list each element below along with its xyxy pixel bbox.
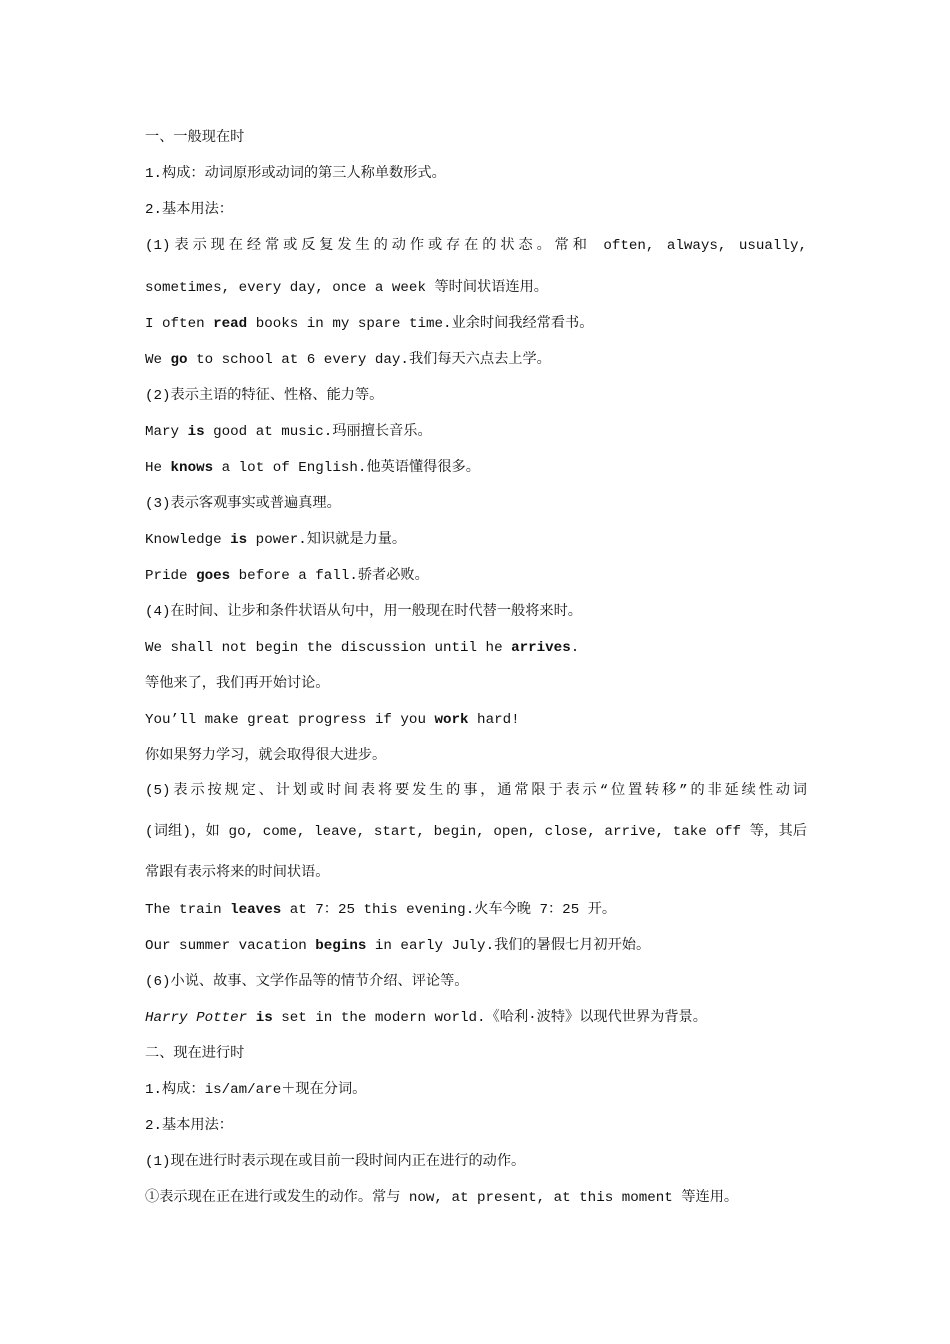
text-segment: He — [145, 460, 171, 476]
text-segment: 2.基本用法： — [145, 1118, 233, 1134]
text-segment: in early July.我们的暑假七月初开始。 — [366, 938, 651, 954]
text-line — [145, 350, 807, 370]
bold-verb: arrives — [511, 640, 571, 656]
bold-verb: read — [213, 316, 248, 332]
text-line — [145, 278, 807, 298]
text-segment: ①表示现在正在进行或发生的动作。常与 now, at present, at this moment 等连用。 — [145, 1190, 739, 1206]
text-segment: You’ll make great progress if you — [145, 712, 435, 728]
bold-verb: work — [434, 712, 469, 728]
text-line — [145, 422, 807, 442]
italic-title: Harry Potter — [145, 1010, 248, 1026]
text-line — [145, 1008, 807, 1028]
text-segment: 二、现在进行时 — [145, 1046, 245, 1062]
text-segment: books in my spare time.业余时间我经常看书。 — [247, 316, 594, 332]
text-segment: I often — [145, 316, 214, 332]
text-segment: 你如果努力学习，就会取得很大进步。 — [145, 748, 387, 764]
text-segment: good at music.玛丽擅长音乐。 — [204, 424, 432, 440]
text-line — [145, 822, 807, 842]
text-line — [145, 781, 807, 801]
text-line — [145, 1044, 807, 1064]
bold-verb: knows — [170, 460, 214, 476]
text-line — [145, 972, 807, 992]
bold-verb: begins — [315, 938, 367, 954]
text-segment: . — [570, 640, 580, 656]
text-segment: to school at 6 every day.我们每天六点去上学。 — [187, 352, 551, 368]
text-line — [145, 200, 807, 220]
text-line — [145, 710, 807, 730]
text-segment: Pride — [145, 568, 197, 584]
text-segment: (1)表示现在经常或反复发生的动作或存在的状态。常和 often, always, usually, — [145, 238, 807, 254]
text-line — [145, 314, 807, 334]
text-segment: 常跟有表示将来的时间状语。 — [145, 865, 330, 881]
text-segment: Knowledge — [145, 532, 231, 548]
text-line — [145, 638, 807, 658]
text-line — [145, 936, 807, 956]
text-line — [145, 128, 807, 148]
text-segment: 1.构成：is/am/are＋现在分词。 — [145, 1082, 367, 1098]
bold-verb: go — [170, 352, 188, 368]
text-line — [145, 1188, 807, 1208]
text-line — [145, 386, 807, 406]
text-segment: power.知识就是力量。 — [247, 532, 407, 548]
text-line — [145, 530, 807, 550]
text-segment: (5)表示按规定、计划或时间表将要发生的事，通常限于表示“位置转移”的非延续性动词 — [145, 783, 807, 799]
text-segment: sometimes, every day, once a week 等时间状语连用。 — [145, 280, 548, 296]
bold-verb: is — [230, 532, 248, 548]
text-segment: (2)表示主语的特征、性格、能力等。 — [145, 388, 384, 404]
text-segment: 等他来了，我们再开始讨论。 — [145, 676, 330, 692]
text-line — [145, 900, 807, 920]
text-segment: We shall not begin the discussion until he — [145, 640, 512, 656]
bold-verb: is — [255, 1010, 273, 1026]
text-segment: (4)在时间、让步和条件状语从句中，用一般现在时代替一般将来时。 — [145, 604, 582, 620]
text-line — [145, 602, 807, 622]
text-segment: 一、一般现在时 — [145, 130, 245, 146]
text-segment: (1)现在进行时表示现在或目前一段时间内正在进行的动作。 — [145, 1154, 526, 1170]
text-segment: (词组)，如 go, come, leave, start, begin, open, close, arrive, take off 等，其后 — [145, 824, 807, 840]
text-segment: at 7：25 this evening.火车今晚 7：25 开。 — [281, 902, 617, 918]
text-segment: 1.构成：动词原形或动词的第三人称单数形式。 — [145, 166, 446, 182]
text-segment: Our summer vacation — [145, 938, 316, 954]
bold-verb: is — [187, 424, 205, 440]
text-segment: We — [145, 352, 171, 368]
text-segment: The train — [145, 902, 231, 918]
text-line — [145, 1116, 807, 1136]
text-line — [145, 236, 807, 256]
text-line — [145, 566, 807, 586]
text-segment: 2.基本用法： — [145, 202, 233, 218]
text-line — [145, 458, 807, 478]
text-line — [145, 863, 807, 883]
text-line — [145, 494, 807, 514]
bold-verb: goes — [196, 568, 231, 584]
text-line — [145, 1152, 807, 1172]
text-line — [145, 674, 807, 694]
text-segment: (3)表示客观事实或普遍真理。 — [145, 496, 341, 512]
text-segment: (6)小说、故事、文学作品等的情节介绍、评论等。 — [145, 974, 469, 990]
text-segment: before a fall.骄者必败。 — [230, 568, 429, 584]
text-segment — [247, 1010, 256, 1026]
text-segment: set in the modern world.《哈利·波特》以现代世界为背景。 — [272, 1010, 707, 1026]
text-segment: Mary — [145, 424, 188, 440]
text-line — [145, 1080, 807, 1100]
text-line — [145, 164, 807, 184]
bold-verb: leaves — [230, 902, 282, 918]
text-segment: a lot of English.他英语懂得很多。 — [213, 460, 480, 476]
text-line — [145, 746, 807, 766]
text-segment: hard! — [468, 712, 520, 728]
